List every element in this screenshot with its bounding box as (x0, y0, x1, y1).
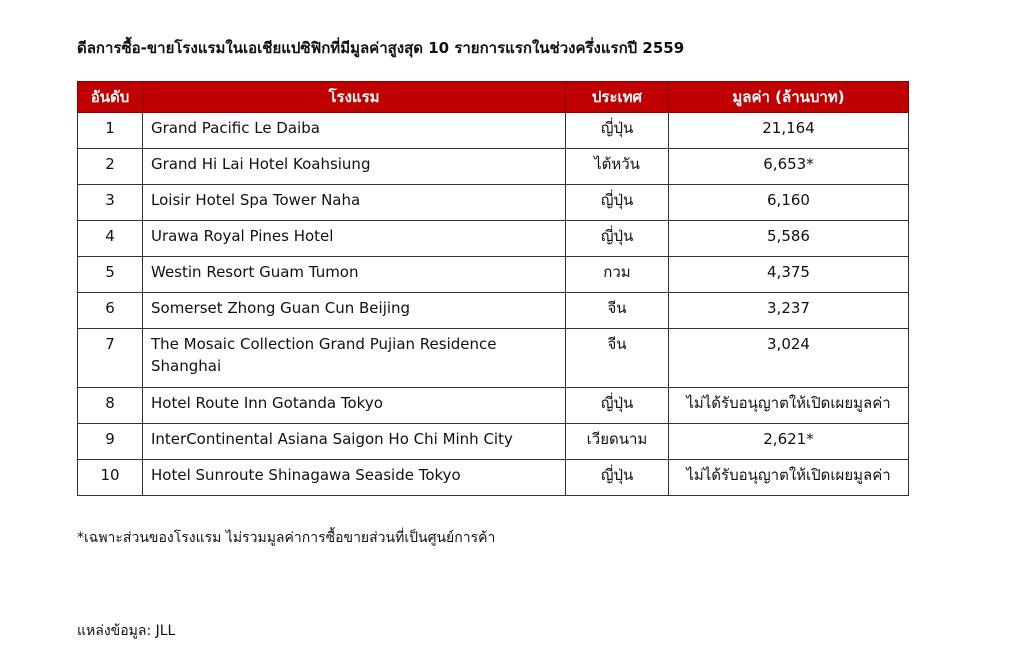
rank-cell: 7 (78, 329, 143, 388)
rank-cell: 9 (78, 424, 143, 460)
hotel-name-cell: Hotel Sunroute Shinagawa Seaside Tokyo (143, 460, 566, 496)
value-cell: 3,237 (669, 293, 909, 329)
footnote: *เฉพาะส่วนของโรงแรม ไม่รวมมูลค่าการซื้อขายส่วนที่เป็นศูนย์การค้า (77, 530, 496, 546)
rank-cell: 10 (78, 460, 143, 496)
hotel-name-cell: Westin Resort Guam Tumon (143, 257, 566, 293)
header-hotel: โรงแรม (143, 82, 566, 113)
rank-cell: 6 (78, 293, 143, 329)
rank-cell: 5 (78, 257, 143, 293)
value-cell: ไม่ได้รับอนุญาตให้เปิดเผยมูลค่า (669, 460, 909, 496)
rank-cell: 3 (78, 185, 143, 221)
table-row (78, 329, 909, 388)
value-cell: 6,160 (669, 185, 909, 221)
value-cell: 2,621* (669, 424, 909, 460)
country-cell: ญี่ปุ่น (566, 113, 669, 149)
table-row (78, 388, 909, 424)
value-cell: 5,586 (669, 221, 909, 257)
country-cell: ญี่ปุ่น (566, 221, 669, 257)
country-cell: ญี่ปุ่น (566, 460, 669, 496)
page-title: ดีลการซื้อ-ขายโรงแรมในเอเชียแปซิฟิกที่มีมูลค่าสูงสุด 10 รายการแรกในช่วงครึ่งแรกปี 2559 (77, 39, 685, 57)
header-country: ประเทศ (566, 82, 669, 113)
hotel-name-cell: Grand Pacific Le Daiba (143, 113, 566, 149)
value-cell: ไม่ได้รับอนุญาตให้เปิดเผยมูลค่า (669, 388, 909, 424)
hotel-name-cell: Urawa Royal Pines Hotel (143, 221, 566, 257)
country-cell: เวียดนาม (566, 424, 669, 460)
table-header-row (78, 82, 909, 113)
table-row (78, 257, 909, 293)
rank-cell: 8 (78, 388, 143, 424)
rank-cell: 2 (78, 149, 143, 185)
table-row (78, 221, 909, 257)
table-row (78, 185, 909, 221)
country-cell: กวม (566, 257, 669, 293)
source-note: แหล่งข้อมูล: JLL (77, 623, 176, 639)
country-cell: จีน (566, 293, 669, 329)
country-cell: ญี่ปุ่น (566, 388, 669, 424)
hotel-name-cell: The Mosaic Collection Grand Pujian Residence Shanghai (143, 329, 566, 388)
header-value: มูลค่า (ล้านบาท) (669, 82, 909, 113)
hotel-name-cell: InterContinental Asiana Saigon Ho Chi Minh City (143, 424, 566, 460)
value-cell: 6,653* (669, 149, 909, 185)
value-cell: 4,375 (669, 257, 909, 293)
hotel-name-cell: Grand Hi Lai Hotel Koahsiung (143, 149, 566, 185)
value-cell: 21,164 (669, 113, 909, 149)
country-cell: ไต้หวัน (566, 149, 669, 185)
rank-cell: 1 (78, 113, 143, 149)
header-rank: อันดับ (78, 82, 143, 113)
hotel-name-cell: Loisir Hotel Spa Tower Naha (143, 185, 566, 221)
table-row (78, 293, 909, 329)
rank-cell: 4 (78, 221, 143, 257)
hotel-deals-table (77, 81, 909, 496)
country-cell: ญี่ปุ่น (566, 185, 669, 221)
value-cell: 3,024 (669, 329, 909, 388)
table-row (78, 424, 909, 460)
country-cell: จีน (566, 329, 669, 388)
table-row (78, 460, 909, 496)
hotel-name-cell: Somerset Zhong Guan Cun Beijing (143, 293, 566, 329)
table-row (78, 149, 909, 185)
hotel-name-cell: Hotel Route Inn Gotanda Tokyo (143, 388, 566, 424)
table-row (78, 113, 909, 149)
